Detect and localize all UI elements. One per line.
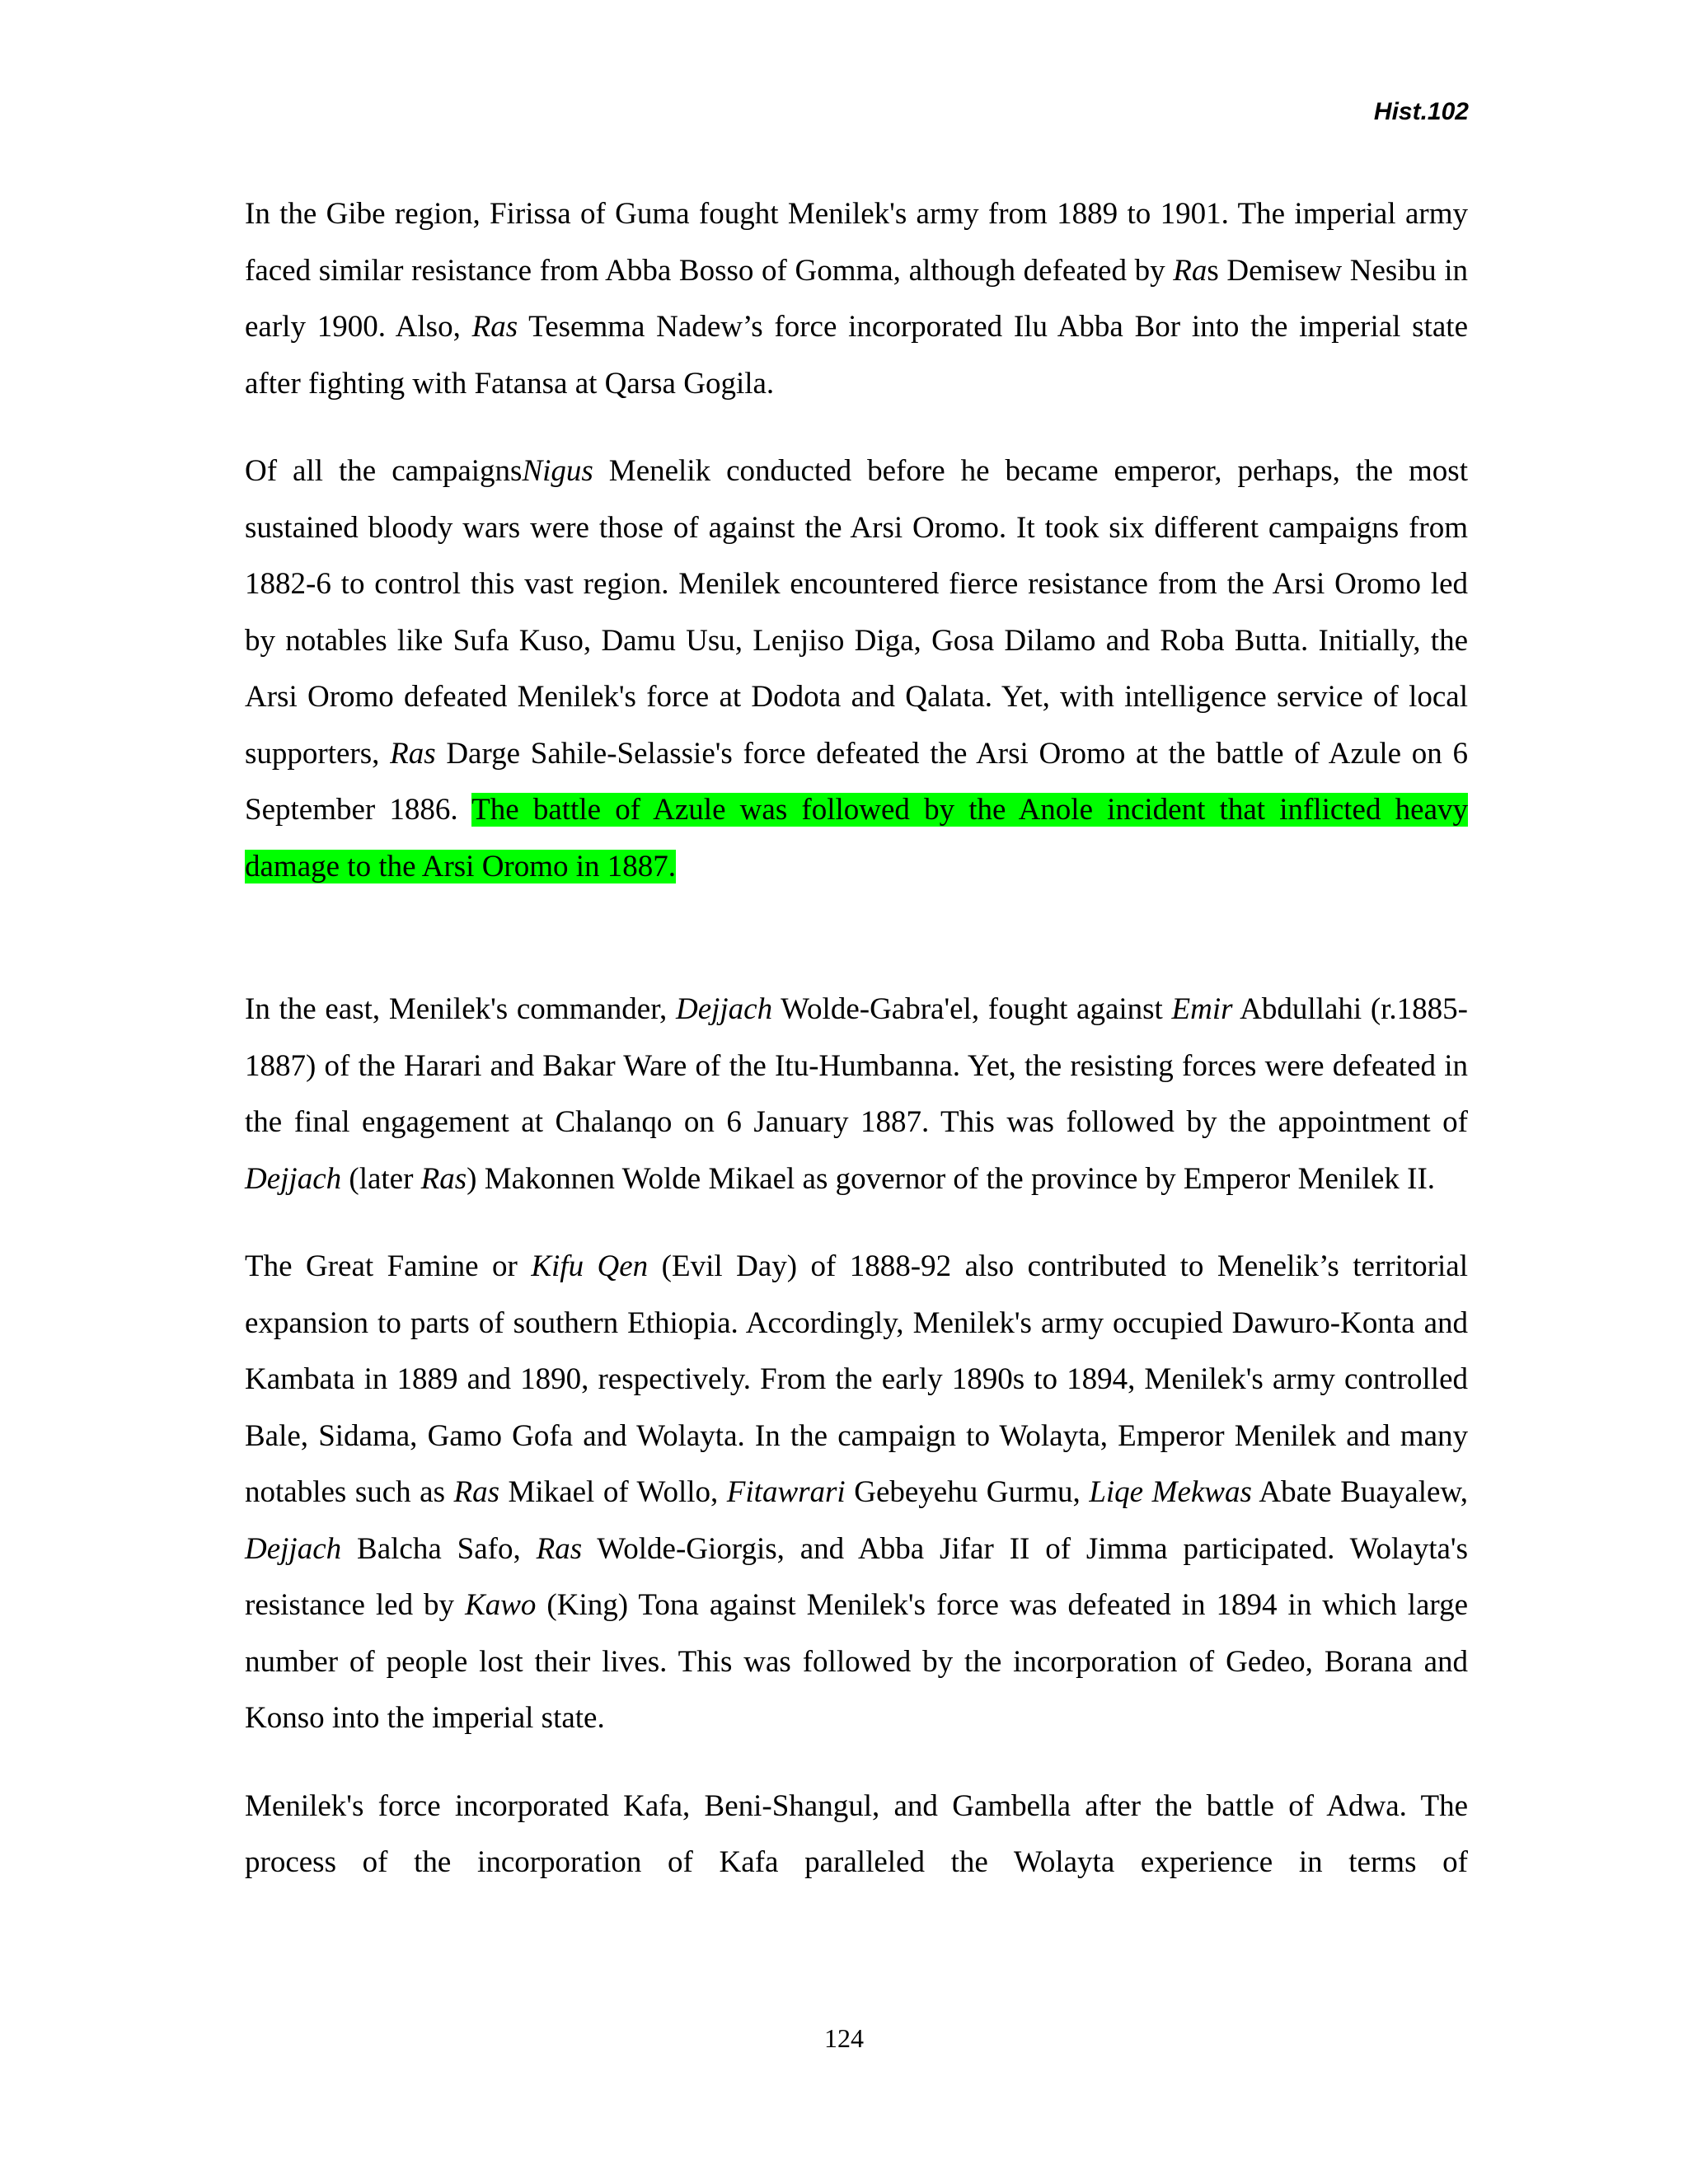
italic-term: Ras [390, 736, 436, 771]
italic-term: Dejjach [245, 1161, 342, 1196]
highlighted-text: The battle of Azule was followed by the Anole incident that inflicted heavy damage to the Arsi Oromo in 1887. [245, 793, 1468, 883]
text-run: Gebeyehu Gurmu, [845, 1475, 1090, 1509]
document-body [245, 186, 1468, 1891]
text-run: Menelik conducted before he became emperor, perhaps, the most sustained bloody wars were those of against the Arsi Oromo. It took six different campaigns from 1882-6 to control this vast region. Menilek encountered fierce resistance from the Arsi Oromo led by notables like Sufa Kuso, Damu Usu, Lenjiso Diga, Gosa Dilamo and Roba Butta. Initially, the Arsi Oromo defeated Menilek's force at Dodota and Qalata. Yet, with intelligence service of local supporters, [245, 454, 1468, 771]
italic-term: Ras [453, 1475, 499, 1509]
paragraph-post-adwa [245, 1779, 1468, 1891]
paragraph-eastern-campaign [245, 982, 1468, 1207]
italic-term: Nigus [522, 454, 593, 488]
italic-term: Ras [471, 310, 518, 344]
text-run: (Evil Day) of 1888-92 also contributed to Menelik’s territorial expansion to parts of southern Ethiopia. Accordingly, Menilek's army occupied Dawuro-Konta and Kambata in 1889 and 1890, respectively. From the early 1890s to 1894, Menilek's army controlled Bale, Sidama, Gamo Gofa and Wolayta. In the campaign to Wolayta, Emperor Menilek and many notables such as [245, 1249, 1468, 1509]
text-run: Menilek's force incorporated Kafa, Beni-Shangul, and Gambella after the battle of Adwa. The process of the incorporation of Kafa paralleled the Wolayta experience in terms of [245, 1788, 1468, 1879]
text-run: Of all the campaigns [245, 454, 523, 488]
italic-term: Ras [420, 1161, 467, 1196]
italic-term: Fitawrari [726, 1475, 846, 1509]
italic-term: Ra [1173, 253, 1207, 288]
text-run: Mikael of Wollo, [499, 1475, 727, 1509]
text-run: The Great Famine or [245, 1249, 532, 1283]
text-run: Wolde-Gabra'el, fought against [772, 992, 1172, 1026]
paragraph-arsi-oromo [245, 443, 1468, 895]
text-run: (later [341, 1161, 421, 1196]
text-run: Wolde-Giorgis, and Abba Jifar II of Jimma participated. Wolayta's resistance led by [245, 1531, 1469, 1622]
page-number: 124 [824, 2023, 864, 2053]
text-run: Abdullahi (r.1885-1887) of the Harari and Bakar Ware of the Itu-Humbanna. Yet, the resisting forces were defeated in the final engagement at Chalanqo on 6 January 1887. This was followed by the appointment of [245, 992, 1468, 1139]
text-run: Balcha Safo, [341, 1531, 537, 1566]
page-header-course-code: Hist.102 [1373, 98, 1469, 125]
italic-term: Kawo [465, 1588, 537, 1622]
italic-term: Kifu Qen [531, 1249, 649, 1283]
text-run: In the east, Menilek's commander, [245, 992, 676, 1026]
text-run: Tesemma Nadew’s force incorporated Ilu Abba Bor into the imperial state after fighting with Fatansa at Qarsa Gogila. [245, 310, 1468, 401]
italic-term: Dejjach [245, 1531, 342, 1566]
text-run: In the Gibe region, Firissa of Guma fought Menilek's army from 1889 to 1901. The imperial army faced similar resistance from Abba Bosso of Gomma, although defeated by [245, 197, 1468, 288]
paragraph-great-famine [245, 1239, 1468, 1747]
paragraph-gibe-region [245, 186, 1468, 412]
italic-term: Ras [536, 1531, 583, 1566]
text-run: Abate Buayalew, [1251, 1475, 1469, 1509]
italic-term: Emir [1171, 992, 1233, 1026]
text-run: s Demisew Nesibu in early 1900. Also, [245, 253, 1469, 344]
italic-term: Dejjach [675, 992, 773, 1026]
italic-term: Liqe Mekwas [1089, 1475, 1252, 1509]
text-run: Darge Sahile-Selassie's force defeated the Arsi Oromo at the battle of Azule on 6 September 1886. [245, 736, 1468, 827]
text-run: (King) Tona against Menilek's force was defeated in 1894 in which large number of people lost their lives. This was followed by the incorporation of Gedeo, Borana and Konso into the imperial state. [245, 1588, 1468, 1735]
text-run: ) Makonnen Wolde Mikael as governor of the province by Emperor Menilek II. [467, 1161, 1436, 1196]
